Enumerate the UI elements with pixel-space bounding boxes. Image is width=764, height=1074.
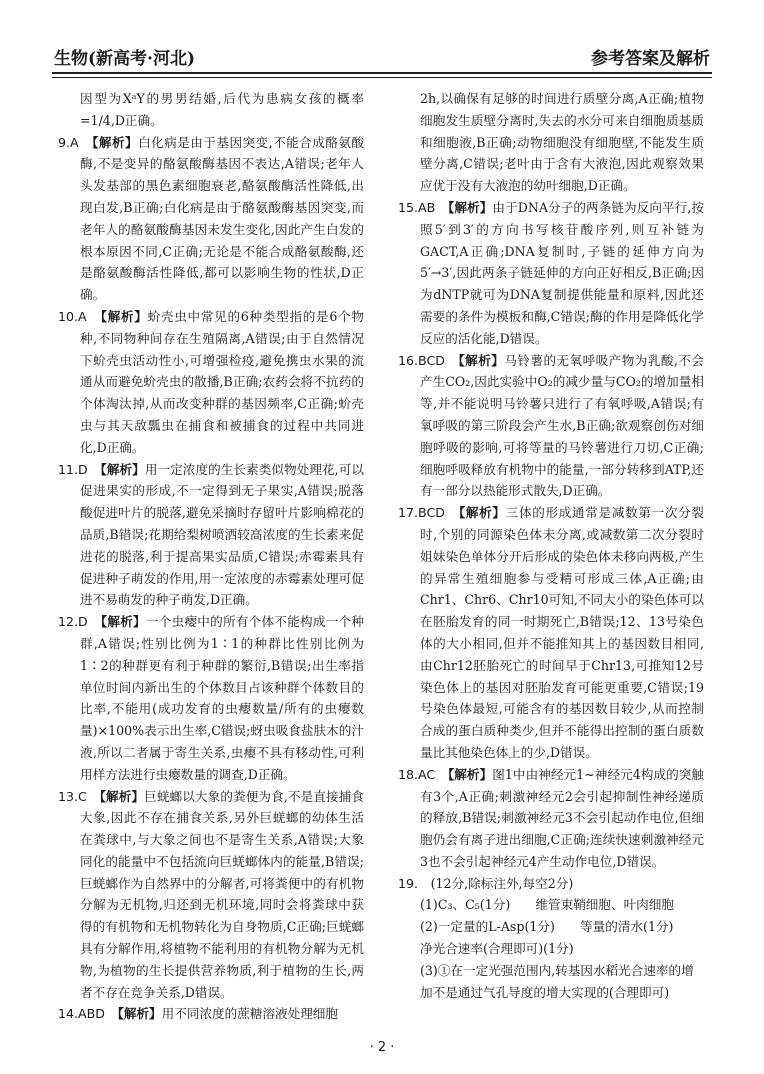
answer-item: 因型为XᵃY的男男结婚,后代为患病女孩的概率=1/4,D正确。: [80, 91, 364, 128]
answer-item-16: 16.BCD 【解析】马铃薯的无氧呼吸产物为乳酸,不会产生CO₂,因此实验中O₂的减少量与CO₂的增加量相等,并不能说明马铃薯只进行了有氧呼吸,A错误;有氧呼吸的第三阶段会产生水,B正确;欲观察创伤对细胞呼吸的影响,可将等量的马铃薯进行刀切,C正确;细胞呼吸释放有机物中的能量,一部分转移到ATP,还有一部分以热能形式散失,D正确。: [398, 352, 705, 499]
answer-item-9: 9.A 【解析】白化病是由于基因突变,不能合成酪氨酸酶,不是变异的酪氨酸酶基因不表达,A错误;老年人头发基部的黑色素细胞衰老,酪氨酸酶活性降低,出现白发,B正确;白化病是由于酪氨酸酶基因突变,而老年人的酪氨酸酶基因未发生变化,因此产生白发的根本原因不同,C正确;无论是不能合成酪氨酸酶,还是酪氨酸酶活性降低,都可以影响生物的性状,D正确。: [58, 134, 364, 303]
answer-item-12: 12.D 【解析】一个虫瘿中的所有个体不能构成一个种群,A错误;性别比例为1∶1的种群比性别比例为1∶2的种群更有利于种群的繁衍,B错误;出生率指单位时间内新出生的个体数目占该种群个体数目的比率,不能用(成功发育的虫瘿数量/所有的虫瘿数量)×100%表示出生率,C错误;蚜虫吸食盐肤木的汁液,所以二者属于寄生关系,虫瘿不具有移动性,可利用样方法进行虫瘿数量的调查,D正确。: [58, 614, 364, 782]
page-header: [52, 44, 712, 70]
q19-line: (3)①在一定光强范围内,转基因水稻光合速率的增加不是通过气孔导度的增大实现的(合理即可): [420, 962, 694, 1000]
answer-item-18: 18.AC 【解析】图1中由神经元1~神经元4构成的突触有3个,A正确;刺激神经元2会引起抑制性神经递质的释放,B错误;刺激神经元3不会引起动作电位,但细胞仍会有离子进出细胞,C正确;连续快速刺激神经元3也不会引起神经元4产生动作电位,D错误。: [398, 766, 704, 869]
header-rule-thick: [52, 72, 712, 74]
answer-item-17: 17.BCD 【解析】三体的形成通常是减数第一次分裂时,个别的同源染色体未分离,或减数第二次分裂时姐妹染色单体分开后形成的染色体未移向两极,产生的异常生殖细胞参与受精可形成三体,A正确;由Chr1、Chr6、Chr10可知,不同大小的染色体可以在胚胎发育的同一时期死亡,B错误;12、13号染色体的大小相同,但并不能推知其上的基因数目相同,由Chr12胚胎死亡的时间早于Chr13,可推知12号染色体上的基因对胚胎发育可能更重要,C错误;19号染色体最短,可能含有的基因数目较少,从而控制合成的蛋白质种类少,但并不能得出控制的蛋白质数量比其他染色体上的少,D错误。: [398, 505, 705, 760]
header-rule-thin: [52, 77, 712, 78]
answer-item-15: 15.AB 【解析】由于DNA分子的两条链为反向平行,按照5′到3′的方向书写核苷酸序列,则互补链为GACT,A正确;DNA复制时,子链的延伸方向为5′→3′,因此两条子链延伸的方向正好相反,B正确;因为dNTP就可为DNA复制提供能量和原料,因此还需要的条件为模板和酶,C错误;酶的作用是降低化学反应的活化能,D错误。: [398, 199, 705, 346]
answer-item-19: 19. (12分,除标注外,每空2分): [398, 875, 574, 891]
q19-line: 净光合速率(合理即可)(1分): [420, 941, 574, 957]
answer-item-11: 11.D 【解析】用一定浓度的生长素类似物处理花,可以促进果实的形成,不一定得到无子果实,A错误;脱落酸促进叶片的脱落,避免采摘时存留叶片影响棉花的品质,B错误;花期给梨树喷洒较高浓度的生长素来促进花的脱落,利于提高果实品质,C错误;赤霉素具有促进种子萌发的作用,用一定浓度的赤霉素处理可促进不易萌发的种子萌发,D正确。: [58, 461, 365, 608]
left-column: [58, 88, 364, 1025]
answer-item-14: 14.ABD 【解析】用不同浓度的蔗糖溶液处理细胞: [58, 1006, 338, 1022]
answer-item-13: 13.C 【解析】巨蜣螂以大象的粪便为食,不是直接捕食大象,因此不存在捕食关系,另外巨蜣螂的幼体生活在粪球中,与大象之间也不是寄生关系,A错误;大象同化的能量中不包括流向巨蜣螂体内的能量,B错误;巨蜣螂作为自然界中的分解者,可将粪便中的有机物分解为无机物,归还到无机环境,同时会将粪球中获得的有机物和无机物转化为自身物质,C正确;巨蜣螂具有分解作用,将植物不能利用的有机物分解为无机物,为植物的生长提供营养物质,利于植物的生长,两者不存在竞争关系,D错误。: [58, 788, 365, 1000]
page-number: · 2 ·: [369, 1040, 395, 1055]
q19-line: (2)一定量的L-Asp(1分) 等量的清水(1分): [420, 919, 674, 935]
header-subject: 生物(新高考·河北): [54, 49, 196, 69]
right-column: [398, 88, 704, 1003]
q19-line: (1)C₃、C₅(1分) 维管束鞘细胞、叶肉细胞: [420, 897, 674, 913]
answer-item-10: 10.A 【解析】蚧壳虫中常见的6种类型指的是6个物种,不同物种间存在生殖隔离,A错误;由于自然情况下蚧壳虫活动性小,可增强检疫,避免携虫水果的流通从而避免蚧壳虫的散播,B正确;农药会将不抗药的个体淘汰掉,从而改变种群的基因频率,C正确;蚧壳虫与其天敌瓢虫在捕食和被捕食的过程中共同进化,D正确。: [58, 308, 364, 455]
header-title: 参考答案及解析: [591, 49, 710, 69]
answer-item: 2h,以确保有足够的时间进行质壁分离,A正确;植物细胞发生质壁分离时,失去的水分可来自细胞质基质和细胞液,B正确;动物细胞没有细胞壁,不能发生质壁分离,C错误;老叶由于含有大液泡,因此观察效果应优于没有大液泡的幼叶细胞,D正确。: [420, 91, 704, 194]
